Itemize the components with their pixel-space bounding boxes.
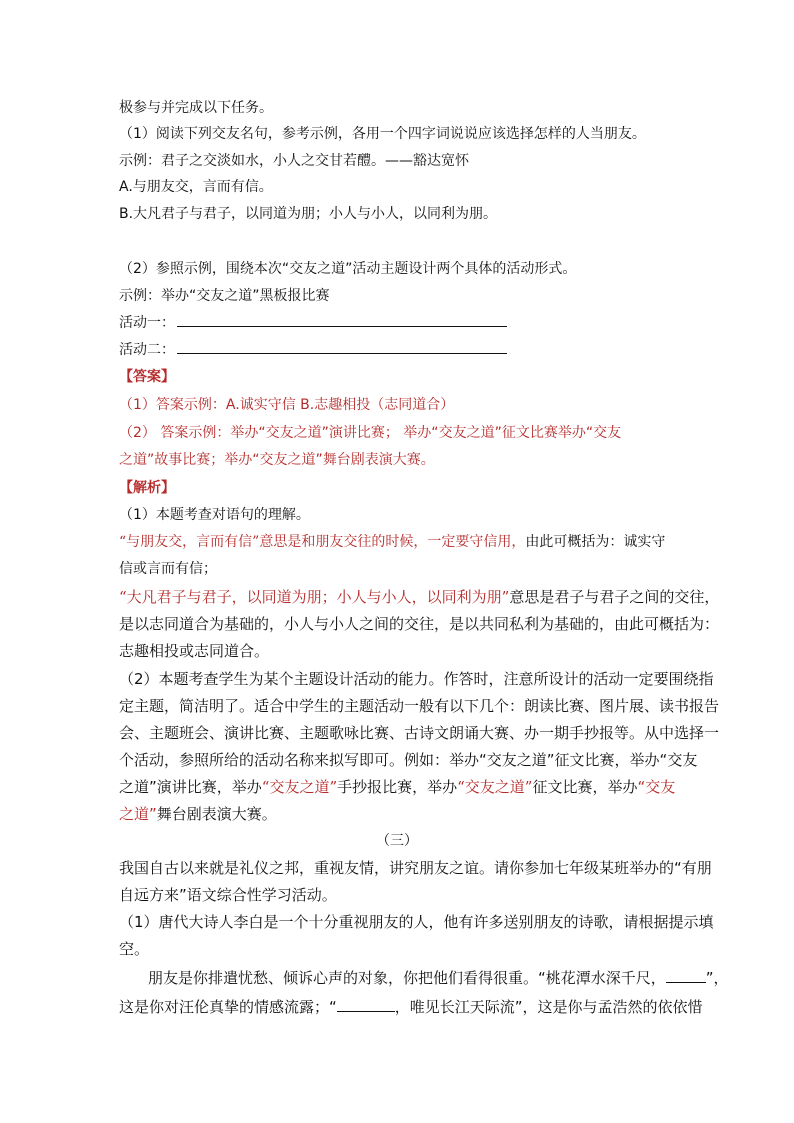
analysis-a-line-1 bbox=[119, 530, 679, 554]
analysis-b-line-2: 是以志同道合为基础的，小人与小人之间的交往，是以共同私利为基础的，由此可概括为： bbox=[119, 615, 720, 633]
analysis-2-l5-a: 之道”演讲比赛，举办 bbox=[119, 778, 262, 796]
section-3-intro-line-2: 自远方来”语文综合性学习活动。 bbox=[119, 886, 337, 904]
activity-2-line bbox=[119, 338, 679, 362]
s3-para-l1-b: ”， bbox=[705, 969, 729, 987]
analysis-2-line-4: 个活动，参照所给的活动名称来拟写即可。例如：举办“交友之道”征文比赛，举办“交友 bbox=[119, 751, 698, 769]
answer-2-line-2: 之道”故事比赛；举办“交友之道”舞台剧表演大赛。 bbox=[119, 452, 435, 468]
analysis-heading: 【解析】 bbox=[119, 480, 175, 496]
s3-para-l2-b: ，唯见长江天际流”，这是你与孟浩然的依依惜 bbox=[394, 998, 703, 1016]
activity-1-blank[interactable] bbox=[177, 312, 507, 327]
s3-para-l1-a: 朋友是你排遣忧愁、倾诉心声的对象，你把他们看得很重。“桃花潭水深千尺， bbox=[148, 969, 666, 987]
q1-option-b: B.大凡君子与君子，以同道为朋；小人与小人，以同利为朋。 bbox=[119, 206, 498, 222]
analysis-2-line-5 bbox=[119, 775, 679, 799]
analysis-b-line-3: 志趣相投或志同道合。 bbox=[119, 642, 270, 660]
analysis-2-l5-red-3: “交友 bbox=[637, 778, 676, 796]
section-3-q1-line-1: （1）唐代大诗人李白是一个十分重视朋友的人，他有许多送别朋友的诗歌，请根据提示填 bbox=[119, 913, 714, 931]
analysis-2-l5-c: 征文比赛，举办 bbox=[532, 778, 638, 796]
analysis-a-quote: “与朋友交，言而有信”意思是和朋友交往的时候，一定要守信用， bbox=[119, 534, 526, 550]
q2-example: 示例：举办“交友之道”黑板报比赛 bbox=[119, 288, 330, 304]
section-3-para-line-1 bbox=[148, 966, 729, 990]
activity-2-blank[interactable] bbox=[177, 339, 507, 354]
activity-1-label: 活动一： bbox=[119, 315, 175, 331]
analysis-2-line-1: （2）本题考查学生为某个主题设计活动的能力。作答时，注意所设计的活动一定要围绕指 bbox=[119, 670, 714, 688]
section-3-intro-line-1: 我国自古以来就是礼仪之邦，重视友情，讲究朋友之谊。请你参加七年级某班举办的“有朋 bbox=[119, 859, 712, 877]
analysis-2-l5-b: 手抄报比赛，举办 bbox=[337, 778, 458, 796]
analysis-2-l5-red-1: “交友之道” bbox=[261, 778, 338, 796]
poem-blank-1[interactable] bbox=[666, 968, 706, 983]
analysis-b-quote: “大凡君子与君子，以同道为朋；小人与小人，以同利为朋” bbox=[119, 588, 510, 606]
q1-example: 示例：君子之交淡如水，小人之交甘若醴。——豁达宽怀 bbox=[119, 153, 469, 169]
section-3-para-line-2 bbox=[119, 995, 703, 1019]
analysis-a-line-2: 信或言而有信； bbox=[119, 561, 217, 577]
activity-1-line bbox=[119, 311, 679, 335]
q1-prompt: （1）阅读下列交友名句，参考示例，各用一个四字词说说应该选择怎样的人当朋友。 bbox=[119, 126, 646, 142]
analysis-a-rest: 由此可概括为：诚实守 bbox=[525, 534, 666, 550]
q1-option-a: A.与朋友交，言而有信。 bbox=[119, 179, 273, 195]
analysis-b-rest: 意思是君子与君子之间的交往， bbox=[509, 588, 720, 606]
s3-para-l2-a: 这是你对汪伦真挚的情感流露；“ bbox=[119, 998, 337, 1016]
activity-2-label: 活动二： bbox=[119, 342, 175, 358]
analysis-2-line-3: 会、主题班会、演讲比赛、主题歌咏比赛、古诗文朗诵大赛、办一期手抄报等。从中选择一 bbox=[119, 724, 720, 742]
answer-2-line-1: （2） 答案示例：举办“交友之道”演讲比赛； 举办“交友之道”征文比赛举办“交友 bbox=[119, 425, 622, 441]
poem-blank-2[interactable] bbox=[337, 997, 395, 1012]
analysis-1: （1）本题考查对语句的理解。 bbox=[119, 507, 310, 523]
q2-prompt: （2）参照示例，围绕本次“交友之道”活动主题设计两个具体的活动形式。 bbox=[119, 261, 577, 277]
analysis-2-l6-red: 之道” bbox=[119, 805, 157, 823]
intro-line: 极参与并完成以下任务。 bbox=[119, 100, 273, 116]
answer-heading: 【答案】 bbox=[119, 369, 175, 385]
section-3-title: （三） bbox=[376, 833, 418, 849]
analysis-2-line-2: 定主题，简洁明了。适合中学生的主题活动一般有以下几个：朗读比赛、图片展、读书报告 bbox=[119, 697, 720, 715]
section-3-q1-line-2: 空。 bbox=[119, 940, 150, 958]
analysis-2-l5-red-2: “交友之道” bbox=[457, 778, 533, 796]
analysis-2-l6-rest: 舞台剧表演大赛。 bbox=[156, 805, 277, 823]
analysis-2-line-6 bbox=[119, 802, 679, 826]
analysis-b-line-1 bbox=[119, 585, 720, 609]
answer-1: （1）答案示例：A.诚实守信 B.志趣相投（志同道合） bbox=[119, 397, 455, 413]
